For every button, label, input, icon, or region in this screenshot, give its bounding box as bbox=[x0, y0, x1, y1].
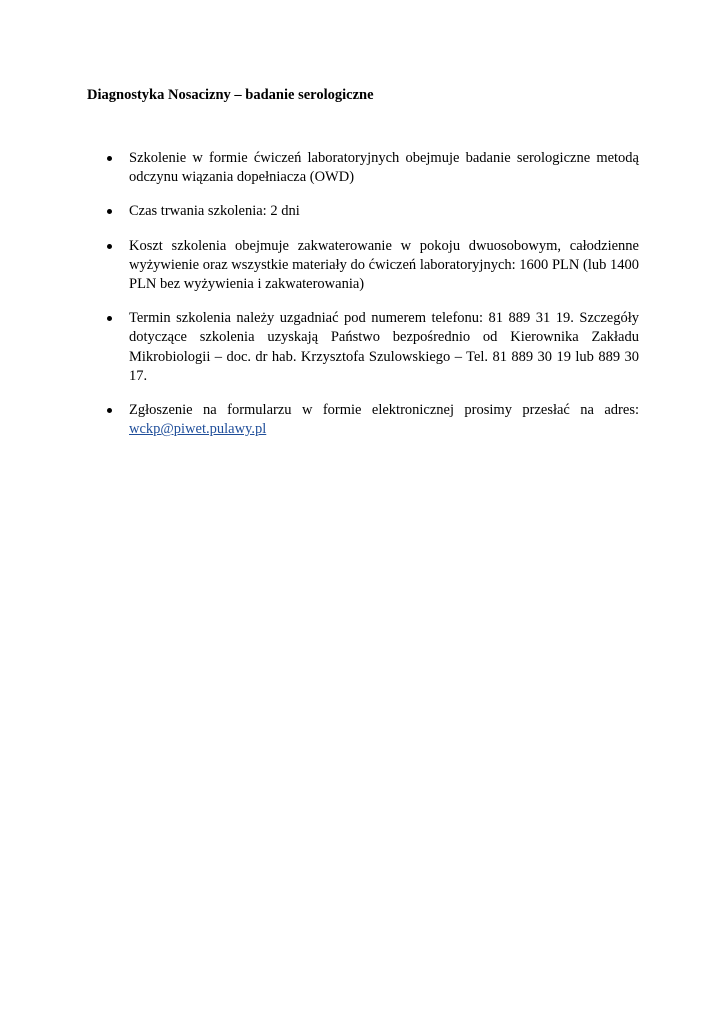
bullet-icon bbox=[107, 408, 112, 413]
bullet-icon bbox=[107, 156, 112, 161]
list-item-text: Szkolenie w formie ćwiczeń laboratoryjnych obejmuje badanie serologiczne metodą odczynu wiązania dopełniacza (OWD) bbox=[129, 150, 639, 186]
list-item-text: Termin szkolenia należy uzgadniać pod numerem telefonu: 81 889 31 19. Szczegóły dotyczące szkolenia uzyskają Państwo bezpośrednio od Kierownika Zakładu Mikrobiologii – doc. dr hab. Krzysztofa Szulowskiego – Tel. 81 889 30 19 lub 889 30 17. bbox=[129, 310, 639, 384]
list-item bbox=[100, 149, 639, 187]
bullet-icon bbox=[107, 209, 112, 214]
list-item bbox=[100, 237, 639, 295]
list-item bbox=[100, 401, 639, 439]
document-title: Diagnostyka Nosacizny – badanie serologiczne bbox=[87, 87, 374, 103]
list-item bbox=[100, 309, 639, 386]
list-item-text: Zgłoszenie na formularzu w formie elektronicznej prosimy przesłać na adres: bbox=[129, 402, 639, 419]
bullet-icon bbox=[107, 316, 112, 321]
list-item-text: Czas trwania szkolenia: 2 dni bbox=[129, 203, 300, 220]
list-item-text: Koszt szkolenia obejmuje zakwaterowanie w pokoju dwuosobowym, całodzienne wyżywienie oraz wszystkie materiały do ćwiczeń laboratoryjnych: 1600 PLN (lub 1400 PLN bez wyżywienia i zakwaterowania) bbox=[129, 237, 639, 293]
bullet-list bbox=[100, 149, 639, 454]
email-link[interactable]: wckp@piwet.pulawy.pl bbox=[129, 421, 267, 438]
list-item bbox=[100, 202, 639, 221]
bullet-icon bbox=[107, 244, 112, 249]
